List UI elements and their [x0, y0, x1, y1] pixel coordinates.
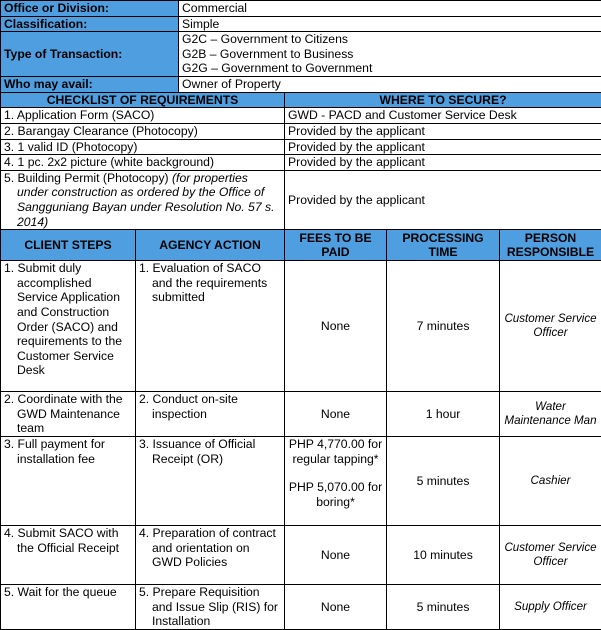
person-responsible-header: PERSON RESPONSIBLE [500, 230, 601, 261]
processing-time: 7 minutes [387, 261, 500, 392]
client-step: 4. Submit SACO with the Official Receipt [1, 526, 136, 585]
transaction-label: Type of Transaction: [1, 32, 179, 77]
where-item: Provided by the applicant [285, 170, 601, 229]
table-row [1, 261, 601, 392]
classification-label: Classification: [1, 16, 179, 32]
client-steps-header: CLIENT STEPS [1, 230, 136, 261]
table-row [1, 437, 601, 526]
transaction-g2g: G2G – Government to Government [182, 61, 598, 76]
client-step: 1. Submit duly accomplished Service Application and Construction Order (SACO) and requirements to the Customer Service Desk [1, 261, 136, 392]
where-item: Provided by the applicant [285, 155, 601, 171]
requirement-item: 3. 1 valid ID (Photocopy) [1, 139, 285, 155]
person-responsible: Water Maintenance Man [500, 392, 601, 437]
client-step: 2. Coordinate with the GWD Maintenance team [1, 392, 136, 437]
fee-regular-tapping: PHP 4,770.00 for regular tapping* [288, 437, 383, 466]
processing-time: 10 minutes [387, 526, 500, 585]
checklist-requirements-header: CHECKLIST OF REQUIREMENTS [1, 92, 285, 108]
processing-time: 5 minutes [387, 585, 500, 630]
transaction-values [179, 32, 601, 77]
fees-header: FEES TO BE PAID [285, 230, 387, 261]
table-row [1, 526, 601, 585]
agency-action: 5. Prepare Requisition and Issue Slip (RIS) for Installation [136, 585, 285, 630]
client-step: 5. Wait for the queue [1, 585, 136, 630]
classification-value: Simple [179, 16, 601, 32]
processing-time: 1 hour [387, 392, 500, 437]
where-item: Provided by the applicant [285, 139, 601, 155]
person-responsible: Cashier [500, 437, 601, 526]
avail-value: Owner of Property [179, 77, 601, 93]
fee [285, 437, 387, 526]
avail-label: Who may avail: [1, 77, 179, 93]
office-value: Commercial [179, 1, 601, 17]
person-responsible: Customer Service Officer [500, 261, 601, 392]
requirement-item: 4. 1 pc. 2x2 picture (white background) [1, 155, 285, 171]
table-row [1, 585, 601, 630]
requirement-item: 1. Application Form (SACO) [1, 108, 285, 124]
table-row [1, 392, 601, 437]
requirement-item-building-permit [1, 170, 285, 229]
fee-boring: PHP 5,070.00 for boring* [288, 480, 383, 509]
where-item: GWD - PACD and Customer Service Desk [285, 108, 601, 124]
agency-action: 2. Conduct on-site inspection [136, 392, 285, 437]
client-step: 3. Full payment for installation fee [1, 437, 136, 526]
transaction-g2c: G2C – Government to Citizens [182, 32, 598, 47]
where-item: Provided by the applicant [285, 123, 601, 139]
agency-action: 1. Evaluation of SACO and the requirements submitted [136, 261, 285, 392]
processing-time: 5 minutes [387, 437, 500, 526]
fee: None [285, 585, 387, 630]
person-responsible: Supply Officer [500, 585, 601, 630]
transaction-g2b: G2B – Government to Business [182, 47, 598, 62]
office-label: Office or Division: [1, 1, 179, 17]
building-permit-note: (for properties under construction as ordered by the Office of Sangguniang Bayan under Resolution No. 57 s. 2014) [17, 171, 274, 229]
fee: None [285, 526, 387, 585]
agency-action-header: AGENCY ACTION [136, 230, 285, 261]
requirement-item: 2. Barangay Clearance (Photocopy) [1, 123, 285, 139]
agency-action: 3. Issuance of Official Receipt (OR) [136, 437, 285, 526]
checklist-where-header: WHERE TO SECURE? [285, 92, 601, 108]
fee: None [285, 261, 387, 392]
fee: None [285, 392, 387, 437]
person-responsible: Customer Service Officer [500, 526, 601, 585]
agency-action: 4. Preparation of contract and orientation on GWD Policies [136, 526, 285, 585]
processing-time-header: PROCESSING TIME [387, 230, 500, 261]
building-permit-text: 5. Building Permit (Photocopy) [4, 171, 172, 185]
